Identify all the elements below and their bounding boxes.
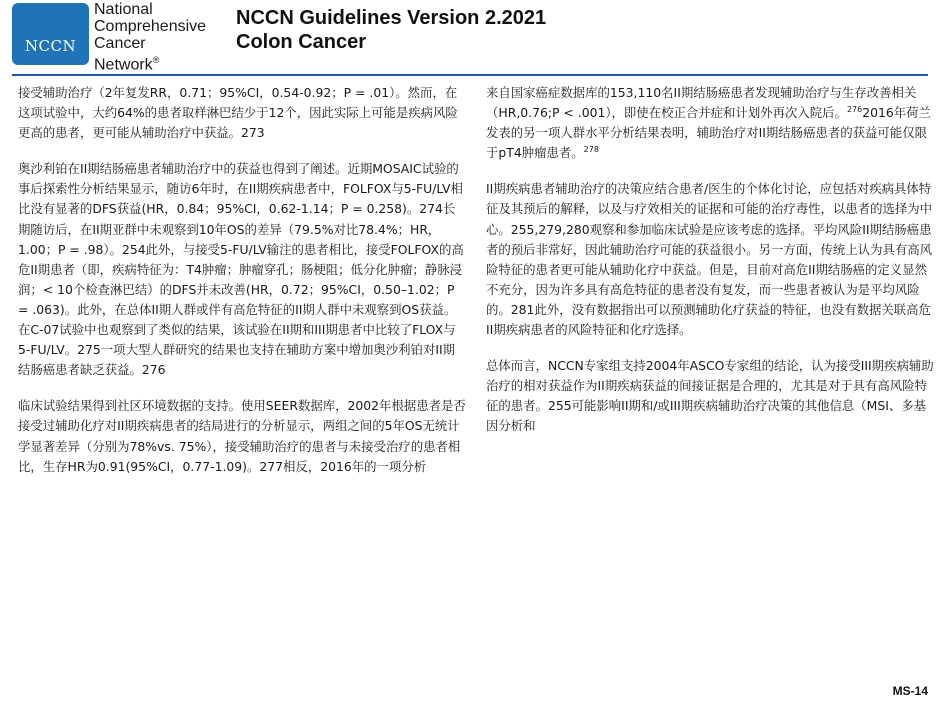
paragraph — [486, 83, 934, 163]
citation: 278 — [583, 145, 599, 155]
org-line-4 — [94, 52, 206, 73]
paragraph-text-tail: 2016年荷兰发表的另一项人群水平分析结果表明，辅助治疗对II期结肠癌患者的获益可能仅限于pT4肿瘤患者。 — [486, 105, 931, 161]
org-line-4-text: Network — [94, 56, 153, 74]
right-column — [486, 83, 934, 453]
paragraph: 临床试验结果得到社区环境数据的支持。使用SEER数据库，2002年根据患者是否接受过辅助化疗对II期疾病患者的结局进行的分析显示，两组之间的5年OS无统计学显著差异（分别为78%vs. 75%），接受辅助治疗的患者与未接受治疗的患者相比，生存HR为0.91(95%CI，0.77-1.09)。277相反，2016年的一项分析 — [18, 398, 466, 474]
organization-name — [94, 1, 206, 73]
header-divider — [12, 74, 928, 76]
logo-text: NCCN — [24, 37, 77, 55]
org-line-1: National — [94, 1, 153, 18]
paragraph-text: 来自国家癌症数据库的153,110名II期结肠癌患者发现辅助治疗与生存改善相关（HR,0.76;P < .001），即使在校正合并症和计划外再次入院后。 — [486, 85, 917, 121]
citation: 276 — [846, 104, 863, 114]
guideline-topic: Colon Cancer — [236, 31, 367, 53]
paragraph: II期疾病患者辅助治疗的决策应结合患者/医生的个体化讨论，应包括对疾病具体特征及其预后的解释，以及与疗效相关的证据和可能的治疗毒性，以患者的选择为中心。255,279,280观察和参加临床试验是应该考虑的选择。平均风险II期结肠癌患者的预后非常好，因此辅助治疗可能的获益很小。另一方面，传统上认为具有高风险特征的患者更可能从辅助化疗中获益。但是，目前对高危II期结肠癌的定义显然不充分，因为许多具有高危特征的患者没有复发，而一些患者被认为是平均风险的。281此外，没有数据指出可以预测辅助化疗获益的特征，也没有数据关联高危II期疾病患者的风险特征和化疗选择。 — [486, 181, 933, 338]
page-number: MS-14 — [892, 684, 928, 698]
document-title — [236, 6, 546, 54]
org-line-3: Cancer — [94, 35, 146, 52]
guidelines-version: NCCN Guidelines Version 2.2021 — [236, 7, 547, 29]
nccn-logo — [12, 3, 89, 65]
registered-mark: ® — [152, 55, 160, 65]
paragraph: 接受辅助治疗（2年复发RR，0.71；95%CI，0.54-0.92；P = .01）。然而，在这项试验中，大约64%的患者取样淋巴结少于12个，因此实际上可能是疾病风险更高的患者，更可能从辅助治疗中获益。273 — [18, 85, 458, 141]
left-column — [18, 83, 466, 493]
paragraph: 总体而言，NCCN专家组支持2004年ASCO专家组的结论，认为接受III期疾病辅助治疗的相对获益作为II期疾病获益的间接证据是合理的，尤其是对于具有高风险特征的患者。255可能影响II期和/或III期疾病辅助治疗决策的其他信息（MSI、多基因分析和 — [486, 358, 934, 434]
org-line-2: Comprehensive — [94, 18, 207, 35]
paragraph: 奥沙利铂在II期结肠癌患者辅助治疗中的获益也得到了阐述。近期MOSAIC试验的事后探索性分析结果显示，随访6年时，在II期疾病患者中，FOLFOX与5-FU/LV相比没有显著的DFS获益(HR，0.84；95%CI，0.62-1.14；P = 0.258)。274长期随访后，在II期亚群中未观察到10年OS的差异（79.5%对比78.4%；HR，1.00；P = .98）。254此外，与接受5-FU/LV输注的患者相比，接受FOLFOX的高危II期患者（即，疾病特征为：T4肿瘤；肿瘤穿孔；肠梗阻；低分化肿瘤；静脉浸润；< 10个检查淋巴结）的DFS并未改善(HR，0.72；95%CI，0.50–1.02；P = .063)。此外，在总体II期人群或伴有高危特征的II期人群中未观察到OS获益。在C-07试验中也观察到了类似的结果，该试验在II期和III期患者中比较了FLOX与5-FU/LV。275一项大型人群研究的结果也支持在辅助方案中增加奥沙利铂对II期结肠癌患者缺乏获益。276 — [18, 161, 464, 378]
